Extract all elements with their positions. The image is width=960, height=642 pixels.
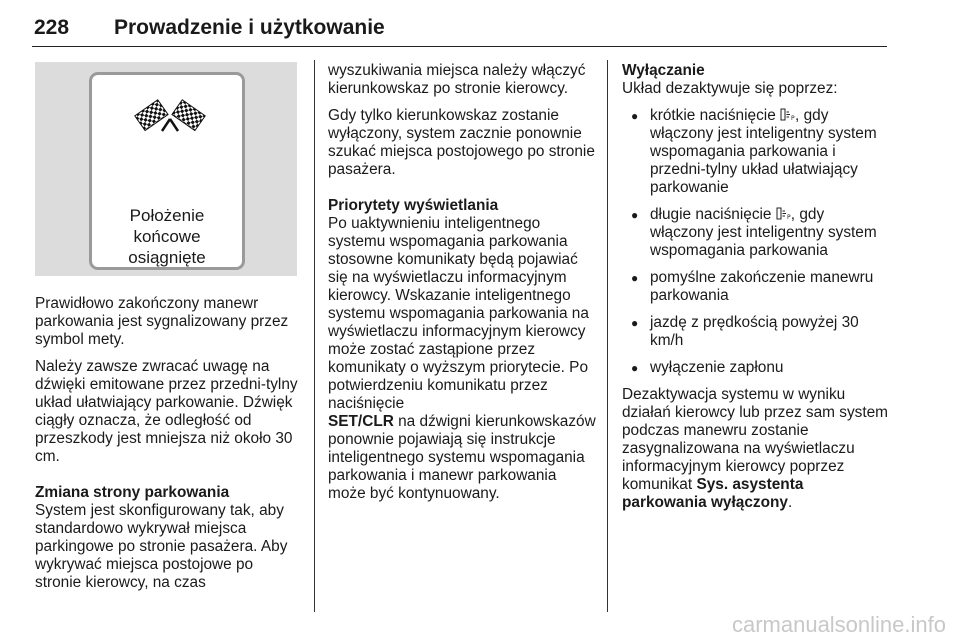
page-number: 228 xyxy=(34,16,70,39)
paragraph xyxy=(622,386,890,512)
bullet-list xyxy=(622,107,890,377)
column-divider xyxy=(607,60,608,612)
list-item-text: , gdy włączony jest inteligentny system wspomagania parkowania xyxy=(650,206,877,259)
section-heading: Priorytety wyświetlania xyxy=(328,197,499,214)
paragraph: Gdy tylko kierunkowskaz zostanie wyłączony, system zacznie ponownie szukać miejsca postojowego po stronie pasażera. xyxy=(328,107,595,178)
button-name-text: SET/CLR xyxy=(328,413,394,430)
display-illustration xyxy=(35,62,297,276)
section-heading: Zmiana strony parkowania xyxy=(35,484,230,501)
list-item: ● jazdę z prędkością powyżej 30 km/h xyxy=(622,314,890,350)
paragraph xyxy=(328,215,598,503)
column-1 xyxy=(35,295,303,601)
column-2 xyxy=(328,62,598,512)
punctuation: . xyxy=(787,494,793,511)
page-title: Prowadzenie i użytkowanie xyxy=(114,16,385,39)
paragraph: Prawidłowo zakończony manewr parkowania jest sygnalizowany przez symbol mety. xyxy=(35,295,289,348)
list-item-text: krótkie naciśnięcie xyxy=(650,107,776,124)
column-3 xyxy=(622,62,890,521)
list-item-text: długie naciśnięcie xyxy=(650,206,772,223)
message-text: Sys. asystenta parkowania wyłączony xyxy=(622,476,804,511)
paragraph: Należy zawsze zwracać uwagę na dźwięki emitowane przez przedni-tylny układ ułatwiający parkowanie. Dźwięk ciągły oznacza, że odległość od przeszkody jest mniejsza niż około 30 cm. xyxy=(35,358,298,465)
paragraph: wyszukiwania miejsca należy włączyć kierunkowskaz po stronie kierowcy. xyxy=(328,62,586,97)
list-item-text: , gdy włączony jest inteligentny system wspomagania parkowania i przedni-tylny układ ułatwiający parkowanie xyxy=(650,107,877,196)
paragraph-text: Po uaktywnieniu inteligentnego systemu wspomagania parkowania stosowne komunikaty będą pojawiać się na wyświetlaczu informacyjnym kierowcy. Wskazanie inteligentnego systemu wspomagania parkowania na wyświetlaczu informacyjnym kierowcy może zostać zastąpione przez komunikaty o wyższym priorytecie. Po potwierdzeniu komunikatu przez naciśnięcie xyxy=(328,215,589,412)
checkered-flags-icon xyxy=(134,99,206,133)
page-header xyxy=(32,10,887,47)
display-message: Położenie końcowe osiągnięte xyxy=(128,206,206,267)
list-item: ● wyłączenie zapłonu xyxy=(622,359,890,377)
svg-text:P: P xyxy=(791,115,795,121)
list-item xyxy=(622,107,890,197)
paragraph-text: na dźwigni kierunkowskazów ponownie pojawiają się instrukcje inteligentnego systemu wspomagania parkowania i manewr parkowania może być kontynuowany. xyxy=(328,413,596,502)
column-divider xyxy=(314,60,315,612)
section-heading: Wyłączanie xyxy=(622,62,705,79)
park-assist-button-icon xyxy=(780,108,795,121)
park-assist-button-icon xyxy=(776,207,791,220)
paragraph: System jest skonfigurowany tak, aby standardowo wykrywał miejsca parkingowe po stronie pasażera. Aby wykrywać miejsca postojowe po stronie kierowcy, na czas xyxy=(35,502,288,591)
paragraph: Układ dezaktywuje się poprzez: xyxy=(622,80,838,97)
paragraph-text: Dezaktywacja systemu w wyniku działań kierowcy lub przez sam system podczas manewru zostanie zasygnalizowana na wyświetlaczu informacyjnym kierowcy poprzez komunikat xyxy=(622,386,889,493)
list-item: ● pomyślne zakończenie manewru parkowania xyxy=(622,269,890,305)
info-display-screen xyxy=(89,72,245,270)
list-item xyxy=(622,206,890,260)
svg-text:P: P xyxy=(786,214,791,220)
watermark: carmanualsonline.info xyxy=(731,612,946,637)
